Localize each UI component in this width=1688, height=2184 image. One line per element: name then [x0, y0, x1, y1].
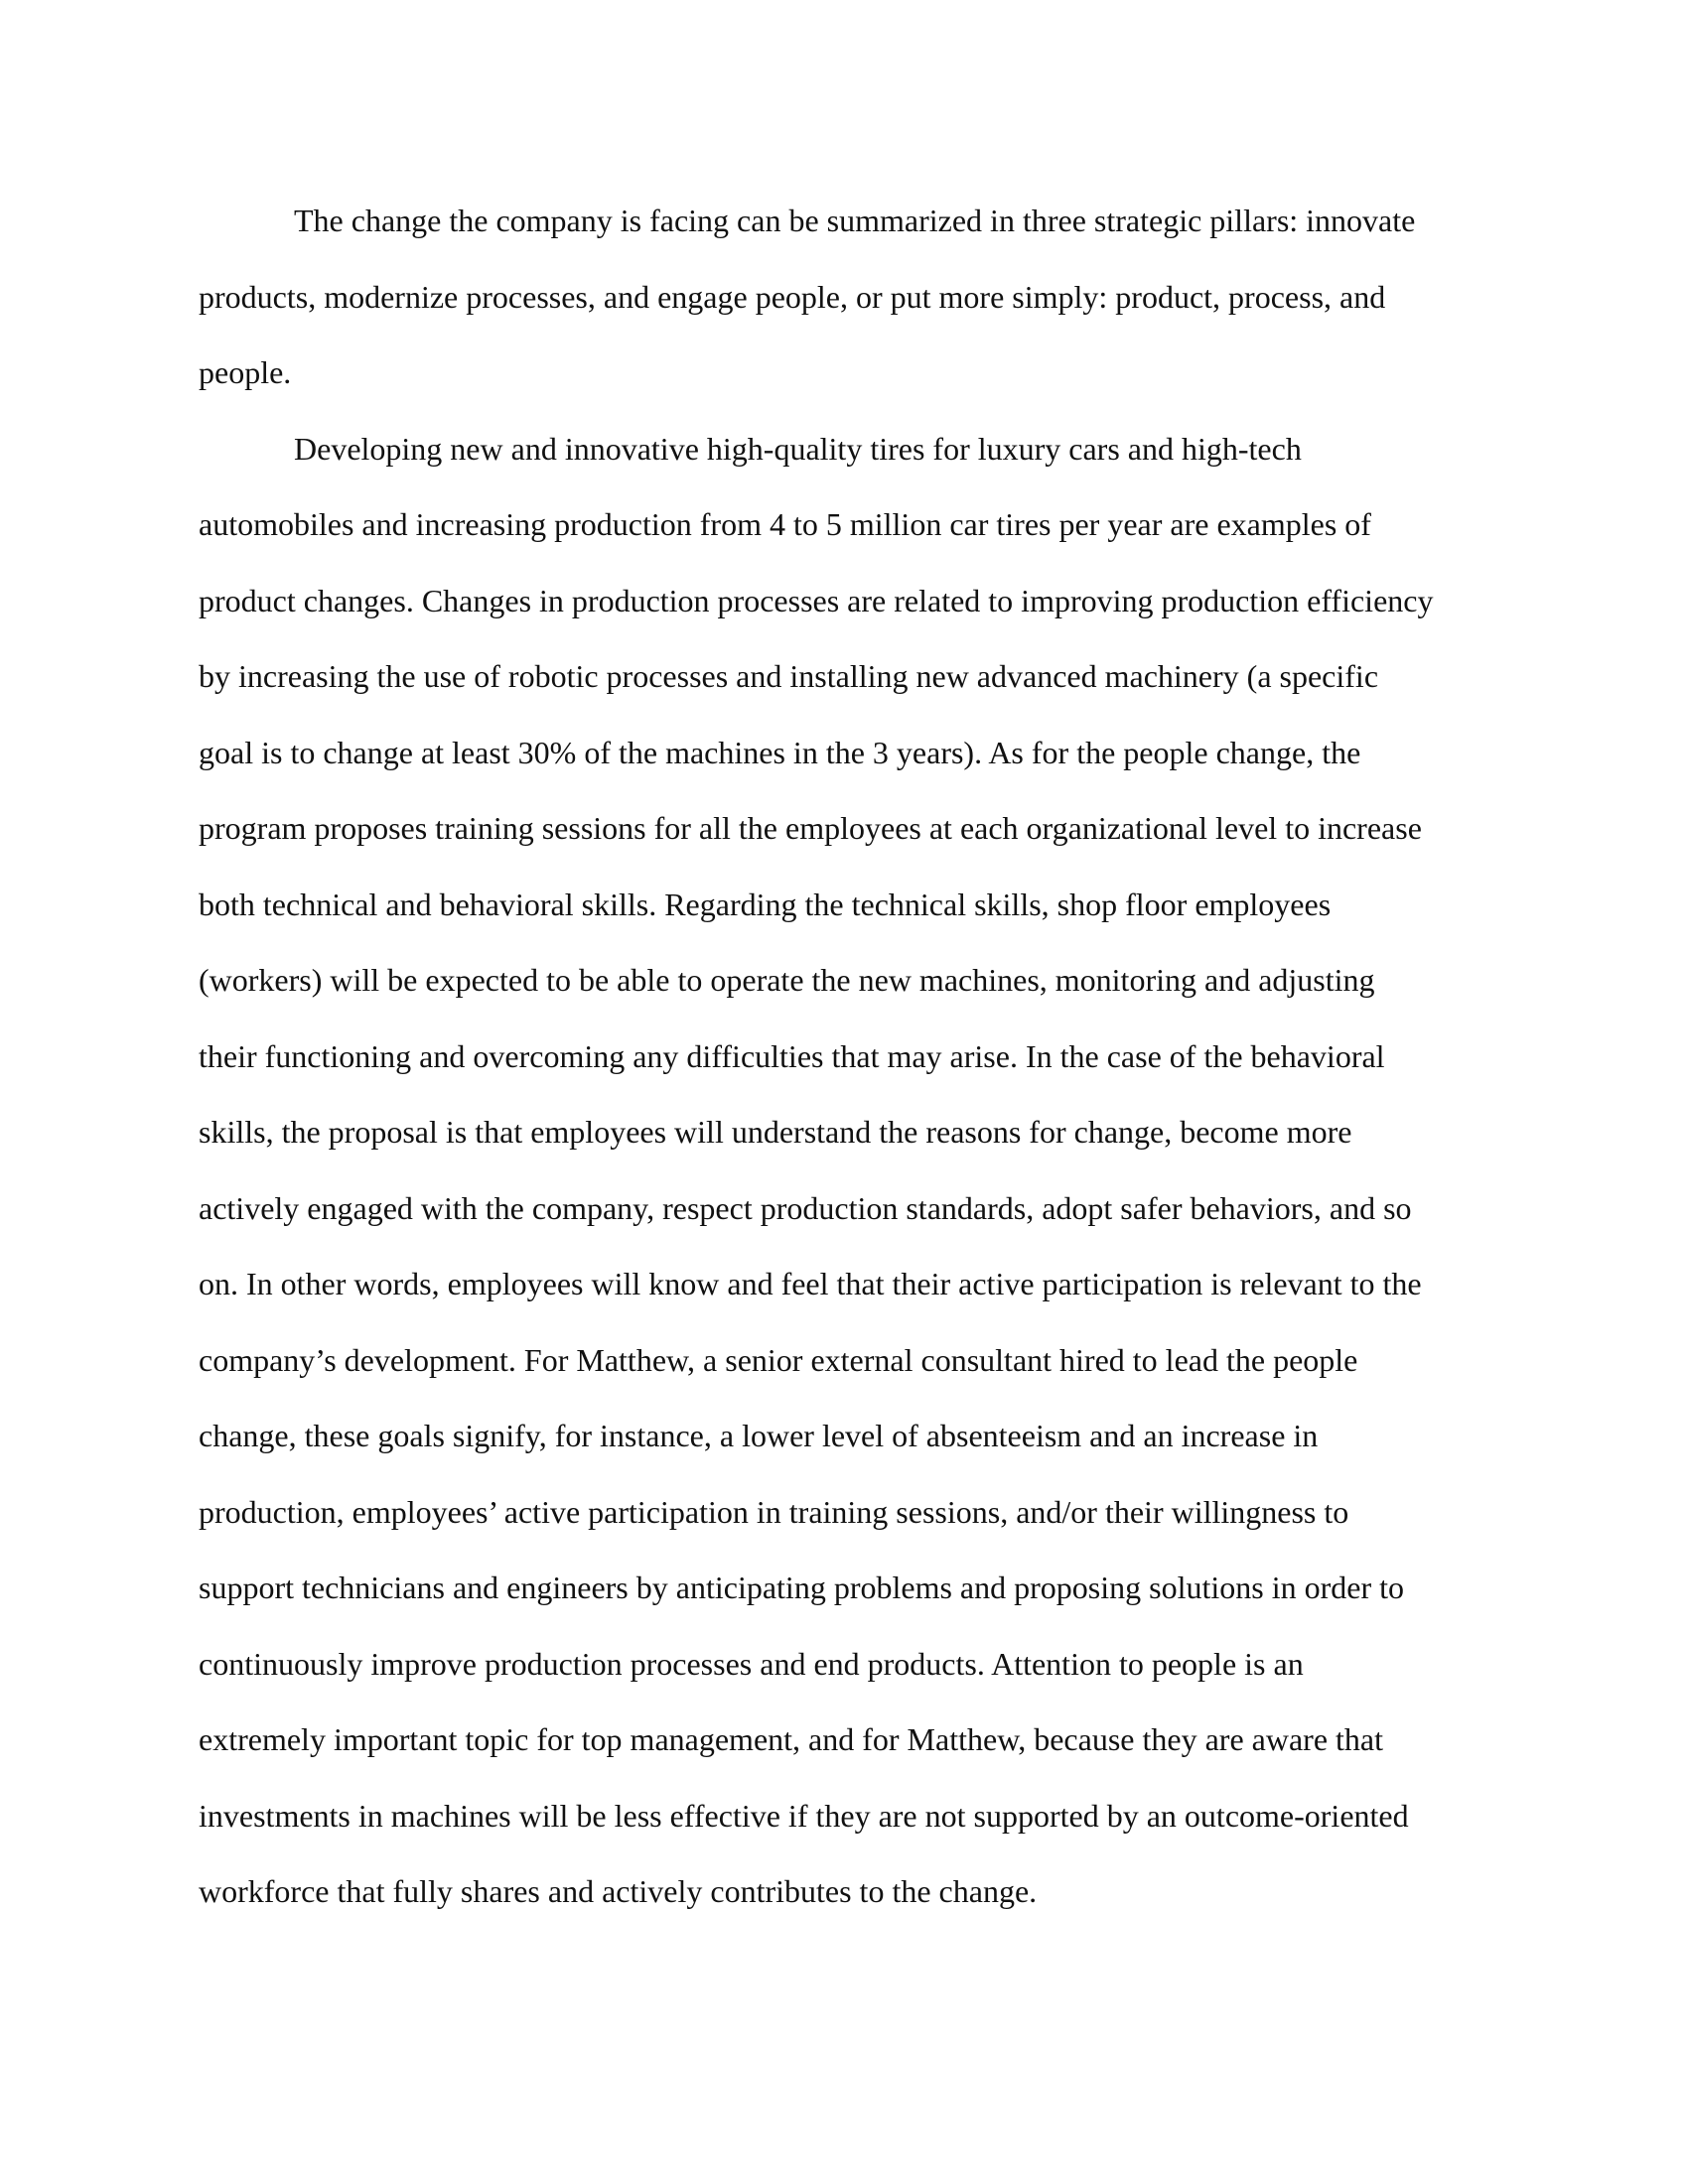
- text-line: both technical and behavioral skills. Regarding the technical skills, shop floor employees: [199, 886, 1332, 922]
- text-line: program proposes training sessions for all the employees at each organizational level to increase: [199, 810, 1422, 846]
- paragraph-change-details: [199, 411, 1509, 1930]
- text-line: extremely important topic for top management, and for Matthew, because they are aware that: [199, 1721, 1383, 1757]
- document-body: [199, 183, 1509, 1930]
- text-line: automobiles and increasing production from 4 to 5 million car tires per year are examples of: [199, 506, 1371, 542]
- text-line: on. In other words, employees will know and feel that their active participation is relevant to the: [199, 1266, 1422, 1301]
- text-line: continuously improve production processes and end products. Attention to people is an: [199, 1645, 1304, 1682]
- text-line: company’s development. For Matthew, a senior external consultant hired to lead the people: [199, 1341, 1358, 1378]
- text-line: The change the company is facing can be summarized in three strategic pillars: innovate: [294, 203, 1416, 238]
- text-line: actively engaged with the company, respect production standards, adopt safer behaviors, and so: [199, 1189, 1412, 1226]
- text-line: production, employees’ active participation in training sessions, and/or their willingness to: [199, 1493, 1349, 1530]
- text-line: products, modernize processes, and engage people, or put more simply: product, process, and: [199, 278, 1386, 315]
- paragraph-strategic-pillars: [199, 183, 1509, 411]
- text-line: skills, the proposal is that employees will understand the reasons for change, become more: [199, 1114, 1352, 1150]
- text-line: investments in machines will be less effective if they are not supported by an outcome-oriented: [199, 1797, 1409, 1834]
- text-line: change, these goals signify, for instance, a lower level of absenteeism and an increase in: [199, 1418, 1319, 1453]
- text-line: by increasing the use of robotic processes and installing new advanced machinery (a specific: [199, 658, 1379, 694]
- text-line: workforce that fully shares and actively contributes to the change.: [199, 1873, 1038, 1909]
- text-line: (workers) will be expected to be able to operate the new machines, monitoring and adjusting: [199, 962, 1375, 998]
- text-line: goal is to change at least 30% of the machines in the 3 years). As for the people change, the: [199, 734, 1361, 770]
- text-line: Developing new and innovative high-quality tires for luxury cars and high-tech: [294, 430, 1302, 467]
- text-line: support technicians and engineers by anticipating problems and proposing solutions in order to: [199, 1570, 1404, 1605]
- text-line: people.: [199, 354, 292, 390]
- text-line: their functioning and overcoming any difficulties that may arise. In the case of the behavioral: [199, 1037, 1385, 1074]
- text-line: product changes. Changes in production processes are related to improving production efficiency: [199, 582, 1434, 618]
